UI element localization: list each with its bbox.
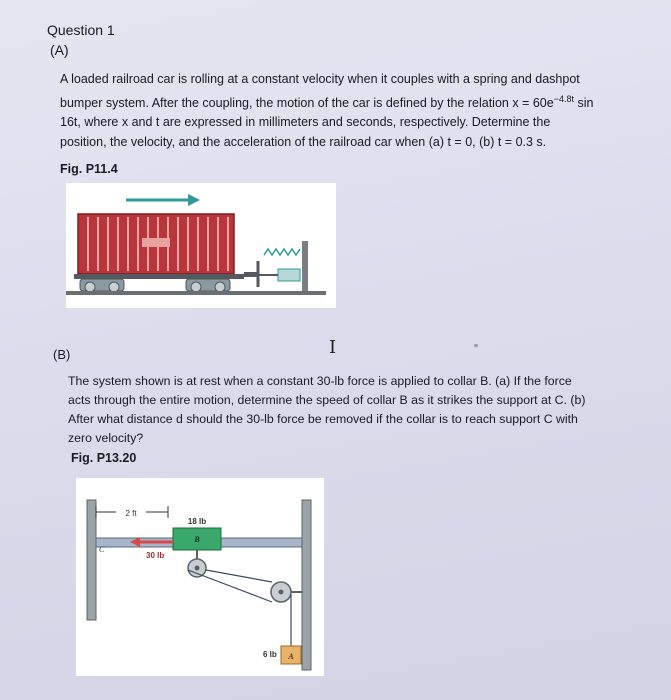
dashpot xyxy=(278,269,300,281)
part-a-text xyxy=(60,70,615,152)
bumper-wall xyxy=(302,241,308,293)
part-a-line-2-main: bumper system. After the coupling, the motion of the car is defined by the relation x = 60e xyxy=(60,95,554,110)
collar-weight-label: 18 lb xyxy=(187,517,207,526)
fig-a-caption: Fig. P11.4 xyxy=(60,162,118,176)
question-title: Question 1 xyxy=(47,22,115,38)
force-label: 30 lb xyxy=(146,551,165,560)
part-b-line-4: zero velocity? xyxy=(68,431,144,445)
car-frame xyxy=(74,274,244,279)
right-support xyxy=(302,500,311,670)
collar-b-label: B xyxy=(194,535,200,544)
text-cursor-icon: I xyxy=(329,337,337,358)
support-c-label: C xyxy=(99,545,105,554)
part-a-line-3: 16t, where x and t are expressed in millimeters and seconds, respectively. Determine the xyxy=(60,115,551,130)
rail xyxy=(66,291,326,295)
part-b-line-2: acts through the entire motion, determine the speed of collar B as it strikes the support at C. (b) xyxy=(68,393,586,407)
part-a-line-2 xyxy=(60,90,615,114)
speck xyxy=(474,344,478,347)
part-b-label: (B) xyxy=(53,347,71,362)
fig-b-caption: Fig. P13.20 xyxy=(71,451,137,465)
car-door-bar xyxy=(142,238,170,247)
collar-pulley-figure xyxy=(76,478,324,676)
railroad-car-figure xyxy=(66,183,336,308)
part-a-line-4: position, the velocity, and the acceleration of the railroad car when (a) t = 0, (b) t = 0.3 s. xyxy=(60,134,547,149)
part-a-exponent: −4.8t xyxy=(553,93,574,104)
block-a-label: A xyxy=(288,652,294,661)
part-b-line-1: The system shown is at rest when a constant 30-lb force is applied to collar B. (a) If the force xyxy=(68,374,572,388)
part-b-text xyxy=(68,372,608,448)
dimension-label: 2 ft xyxy=(125,509,137,518)
left-support xyxy=(87,500,96,620)
block-weight-label: 6 lb xyxy=(263,650,277,659)
part-a-label: (A) xyxy=(50,42,69,58)
coupler xyxy=(244,272,258,277)
part-b-line-3: After what distance d should the 30-lb force be removed if the collar is to reach support C with xyxy=(68,412,578,426)
part-a-line-2-tail: sin xyxy=(573,95,594,110)
part-a-line-1: A loaded railroad car is rolling at a constant velocity when it couples with a spring and dashpot xyxy=(60,72,580,86)
